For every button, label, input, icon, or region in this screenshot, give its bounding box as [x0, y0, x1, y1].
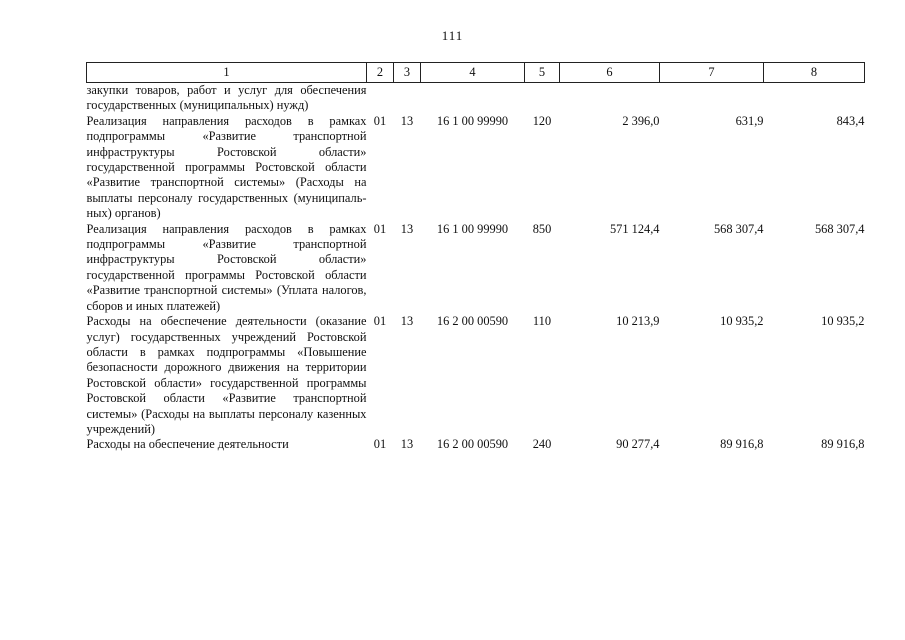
- row-year2-amount: 89 916,8: [720, 437, 764, 452]
- header-col-6: 6: [560, 63, 660, 83]
- row-target-article: 16 2 00 00590: [436, 314, 509, 329]
- row-description: Реализация направления расходов в рамках подпрограммы «Развитие транспортной инфраструктуры Ростовской области» государственной программы Ростовской области «Развитие транспортной системы» (Расходы на выплаты персоналу государственных (муниципальных) органов): [86, 113, 367, 221]
- header-col-7: 7: [660, 63, 764, 83]
- row-year3-amount: 89 916,8: [821, 437, 865, 452]
- row-section: 01: [373, 314, 387, 329]
- row-year1-amount: 10 213,9: [616, 314, 660, 329]
- row-year1-amount: 90 277,4: [616, 437, 660, 452]
- row-year3-amount: 568 307,4: [814, 221, 865, 236]
- row-target-article: 16 1 00 99990: [436, 113, 509, 128]
- row-subsection: 13: [400, 314, 414, 329]
- row-year1-amount: 571 124,4: [609, 221, 660, 236]
- header-col-5: 5: [525, 63, 560, 83]
- row-section: 01: [373, 113, 387, 128]
- header-col-3: 3: [394, 63, 421, 83]
- row-expense-type: 240: [532, 437, 552, 452]
- header-col-2: 2: [367, 63, 394, 83]
- table-row: [87, 83, 865, 114]
- row-subsection: [394, 83, 421, 114]
- row-section: 01: [373, 221, 387, 236]
- row-expense-type: 850: [532, 221, 552, 236]
- row-year2-amount: 568 307,4: [713, 221, 764, 236]
- row-year2-amount: 10 935,2: [720, 314, 764, 329]
- header-col-4: 4: [421, 63, 525, 83]
- row-description: Реализация направления расходов в рамках подпрограммы «Развитие транспортной инфраструктуры Ростовской области» государственной программы Ростовской области «Развитие транспортной системы» (Уплата налогов, сборов и иных платежей): [86, 221, 367, 313]
- row-year2-amount: [660, 83, 764, 114]
- row-year1-amount: [560, 83, 660, 114]
- row-year2-amount: 631,9: [735, 113, 764, 128]
- header-col-8: 8: [764, 63, 865, 83]
- row-year3-amount: [764, 83, 865, 114]
- row-year1-amount: 2 396,0: [622, 113, 660, 128]
- row-section: 01: [373, 437, 387, 452]
- row-target-article: 16 2 00 00590: [436, 437, 509, 452]
- row-description: Расходы на обеспечение деятельности: [86, 437, 289, 452]
- row-expense-type: [525, 83, 560, 114]
- header-col-1: 1: [87, 63, 367, 83]
- row-subsection: 13: [400, 437, 414, 452]
- row-expense-type: 120: [532, 113, 552, 128]
- page-number: 111: [441, 28, 464, 43]
- row-year3-amount: 10 935,2: [821, 314, 865, 329]
- table-row: [87, 222, 865, 314]
- header-row: [87, 63, 865, 83]
- table-row: [87, 114, 865, 222]
- row-target-article: [421, 83, 525, 114]
- row-target-article: 16 1 00 99990: [436, 221, 509, 236]
- row-description: Расходы на обеспечение деятельности (оказание услуг) государственных учреждений Ростовской области в рамках подпрограммы «Повышение безопасности дорожного движения на территории Ростовской области» государственной программы Ростовской области «Развитие транспортной системы» (Расходы на выплаты персоналу казенных учреждений): [86, 314, 367, 436]
- row-subsection: 13: [400, 221, 414, 236]
- row-subsection: 13: [400, 113, 414, 128]
- table-row: [87, 314, 865, 437]
- budget-table: [86, 62, 865, 453]
- table-row: [87, 437, 865, 452]
- row-expense-type: 110: [532, 314, 552, 329]
- row-description: закупки товаров, работ и услуг для обеспечения государственных (муниципальных) нужд): [86, 83, 367, 113]
- row-section: [367, 83, 394, 114]
- row-year3-amount: 843,4: [836, 113, 865, 128]
